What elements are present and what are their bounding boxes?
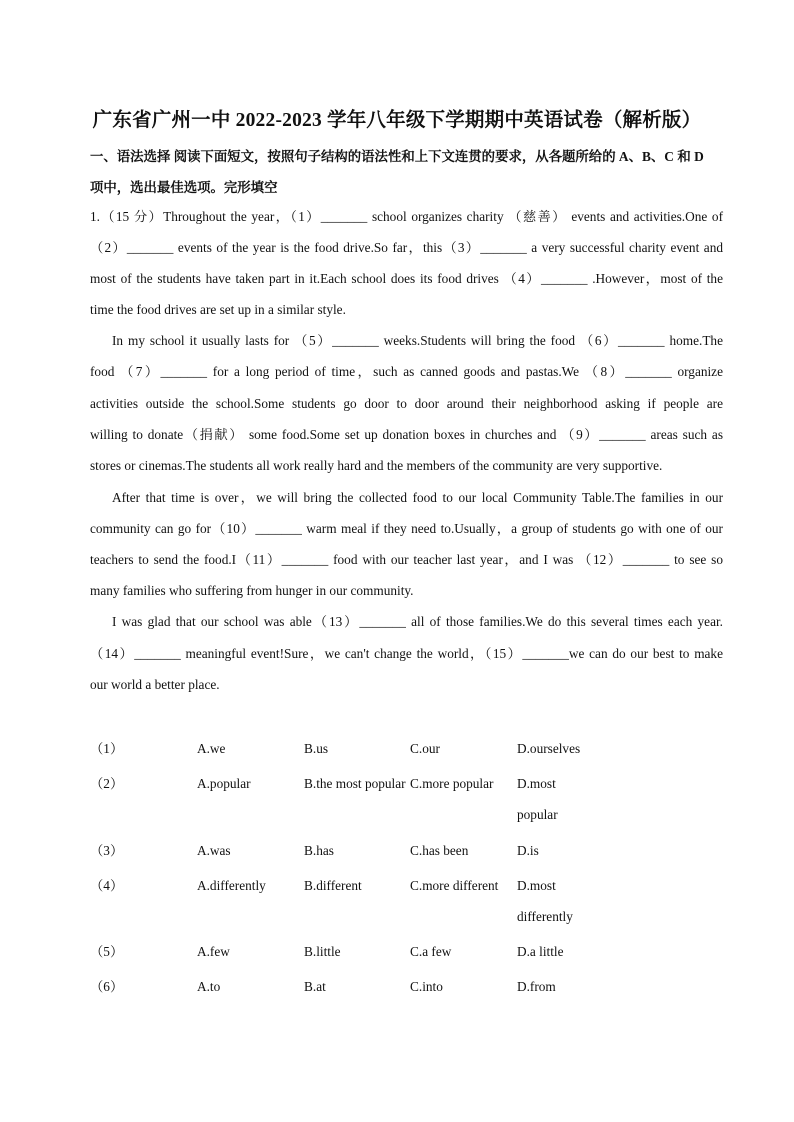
option-c[interactable]: C.more different — [410, 878, 499, 893]
passage-line: I was glad that our school was able（13）_______ all of those families.We do this several times each year. — [112, 614, 723, 629]
passage-line: our world a better place. — [90, 677, 220, 692]
document-title: 广东省广州一中 2022-2023 学年八年级下学期期中英语试卷（解析版） — [92, 110, 702, 131]
option-b[interactable]: B.the most popular — [304, 776, 406, 791]
passage-line: activities outside the school.Some students go door to door around their neighborhood asking if people are — [90, 396, 723, 411]
passage-line: （14）_______ meaningful event!Sure，we can't change the world，（15）_______we can do our best to make — [90, 646, 723, 661]
section-heading-line2: 项中，选出最佳选项。完形填空 — [90, 180, 278, 195]
passage-line: food （7）_______ for a long period of time，such as canned goods and pastas.We （8）_______ organize — [90, 364, 723, 379]
option-d[interactable]: D.a little — [517, 944, 564, 959]
option-b[interactable]: B.us — [304, 741, 329, 756]
question-number: （2） — [90, 776, 124, 791]
question-number: （3） — [90, 843, 124, 858]
option-d[interactable]: D.from — [517, 979, 556, 994]
option-c[interactable]: C.into — [410, 979, 443, 994]
option-b[interactable]: B.little — [304, 944, 341, 959]
option-c[interactable]: C.a few — [410, 944, 452, 959]
option-a[interactable]: A.differently — [197, 878, 266, 893]
option-b[interactable]: B.different — [304, 878, 362, 893]
option-d[interactable]: D.most differently — [517, 878, 573, 924]
option-a[interactable]: A.to — [197, 979, 221, 994]
option-a[interactable]: A.we — [197, 741, 226, 756]
option-c[interactable]: C.has been — [410, 843, 469, 858]
question-number: （1） — [90, 741, 124, 756]
passage-line: many families who suffering from hunger in our community. — [90, 583, 414, 598]
option-b[interactable]: B.has — [304, 843, 334, 858]
section-heading-line1: 一、语法选择 阅读下面短文，按照句子结构的语法性和上下文连贯的要求，从各题所给的 A、B、C 和 D — [90, 149, 704, 164]
passage-line: In my school it usually lasts for （5）_______ weeks.Students will bring the food （6）_______ home.The — [112, 333, 723, 348]
option-a[interactable]: A.few — [197, 944, 230, 959]
passage-line: willing to donate（捐献） some food.Some set up donation boxes in churches and （9）_______ areas such as — [90, 427, 723, 442]
passage-line: After that time is over，we will bring the collected food to our local Community Table.The families in our — [112, 490, 723, 505]
option-d[interactable]: D.ourselves — [517, 741, 581, 756]
option-d[interactable]: D.most popular — [517, 776, 558, 822]
question-number: （5） — [90, 944, 124, 959]
option-c[interactable]: C.more popular — [410, 776, 494, 791]
passage-line: 1.（15 分）Throughout the year，（1）_______ school organizes charity （慈善） events and activities.One of — [90, 209, 723, 224]
passage-line: teachers to send the food.I（11）_______ food with our teacher last year，and I was （12）_______ to see so — [90, 552, 723, 567]
passage-line: most of the students have taken part in it.Each school does its food drives （4）_______ .However，most of the — [90, 271, 723, 286]
option-c[interactable]: C.our — [410, 741, 440, 756]
passage-line: time the food drives are set up in a similar style. — [90, 302, 346, 317]
question-number: （6） — [90, 979, 124, 994]
option-b[interactable]: B.at — [304, 979, 326, 994]
passage-line: stores or cinemas.The students all work really hard and the members of the community are very supportive. — [90, 458, 663, 473]
option-a[interactable]: A.was — [197, 843, 231, 858]
passage-line: community can go for（10）_______ warm meal if they need to.Usually，a group of students go with one of our — [90, 521, 723, 536]
option-d[interactable]: D.is — [517, 843, 539, 858]
option-a[interactable]: A.popular — [197, 776, 251, 791]
passage-line: （2）_______ events of the year is the food drive.So far，this（3）_______ a very successful charity event and — [90, 240, 723, 255]
question-number: （4） — [90, 878, 124, 893]
